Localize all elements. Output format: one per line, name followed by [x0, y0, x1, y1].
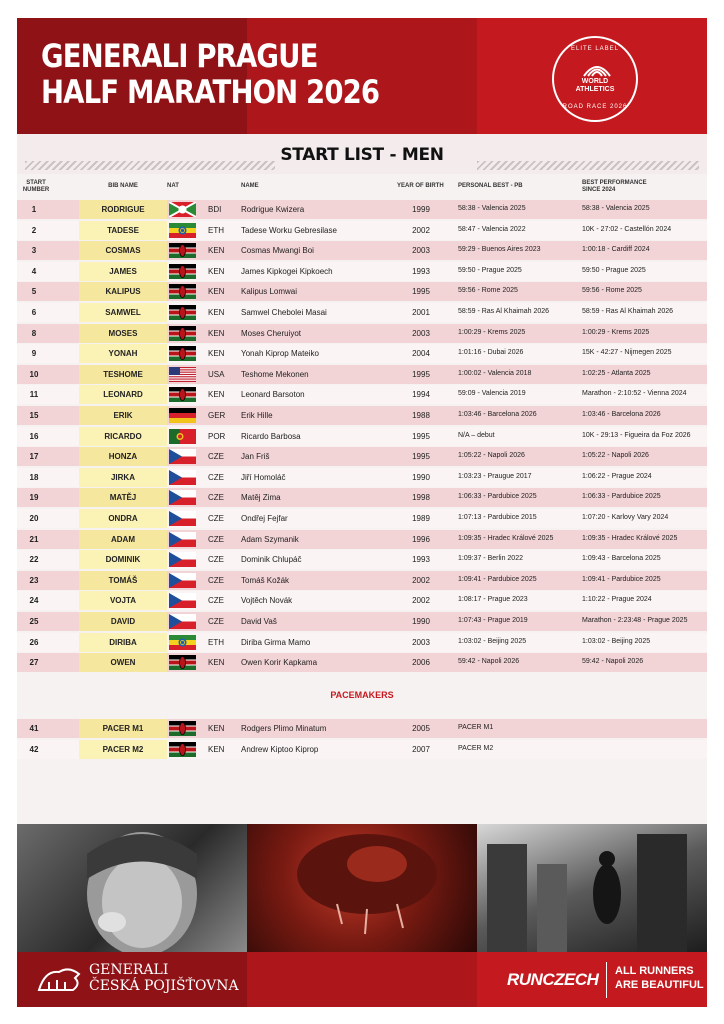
start-number: 41	[29, 724, 39, 733]
bib-name: YONAH	[108, 349, 138, 359]
year-of-birth: 1995	[412, 369, 430, 379]
photo-city-runners	[477, 824, 707, 952]
badge-main-text: WORLD ATHLETICS	[575, 78, 615, 93]
table-row	[17, 468, 707, 487]
best-performance: 1:02:25 - Atlanta 2025	[582, 369, 651, 377]
bib-name: ERIK	[113, 411, 133, 420]
best-performance: 59:42 - Napoli 2026	[582, 658, 644, 666]
personal-best: 1:09:35 - Hradec Králové 2025	[458, 534, 554, 542]
bib-name: OWEN	[110, 658, 136, 668]
start-number: 23	[29, 575, 39, 585]
year-of-birth: 1989	[412, 514, 430, 523]
year-of-birth: 2007	[412, 744, 430, 754]
world-athletics-badge	[552, 36, 638, 122]
flag-icon-bdi	[169, 202, 196, 217]
flag-icon-por	[169, 429, 196, 444]
nationality: CZE	[208, 514, 224, 523]
start-number: 17	[29, 452, 39, 462]
table-row	[17, 612, 707, 631]
nationality: CZE	[208, 493, 224, 503]
table-row	[17, 550, 707, 569]
photo-runner-medal	[17, 824, 247, 952]
table-row	[17, 406, 707, 425]
flag-icon-ken	[169, 243, 196, 258]
personal-best: 1:07:43 - Prague 2019	[458, 617, 528, 624]
bib-name: LEONARD	[103, 390, 143, 400]
bib-name: MOSES	[108, 328, 138, 338]
start-number: 6	[31, 308, 37, 317]
best-performance: 1:03:02 - Beijing 2025	[582, 637, 651, 645]
flag-icon-ken	[169, 742, 196, 757]
world-athletics-icon	[582, 58, 612, 78]
best-performance: Marathon - 2:23:48 - Prague 2025	[582, 617, 688, 624]
bib-name: PACER M2	[102, 744, 144, 754]
start-number: 5	[31, 287, 37, 297]
personal-best: 1:05:22 - Napoli 2026	[458, 452, 525, 460]
table-row	[17, 427, 707, 446]
personal-best: 1:00:29 - Krems 2025	[458, 328, 526, 336]
flag-icon-cze	[169, 490, 196, 505]
nationality: KEN	[208, 724, 225, 733]
personal-best: 1:08:17 - Prague 2023	[458, 596, 528, 604]
bib-name: ADAM	[111, 534, 135, 544]
bib-name: DIRIBA	[109, 637, 137, 647]
best-performance: 1:10:22 - Prague 2024	[582, 596, 652, 604]
start-number: 18	[29, 472, 39, 482]
bib-name: JIRKA	[110, 472, 135, 482]
personal-best: 59:09 - Valencia 2019	[458, 390, 526, 398]
athlete-name: Adam Szymanik	[241, 534, 299, 544]
footer-banner	[17, 952, 707, 1007]
start-number: 26	[29, 637, 39, 647]
personal-best: 59:56 - Rome 2025	[458, 287, 518, 295]
year-of-birth: 2006	[412, 658, 430, 668]
table-row	[17, 719, 707, 738]
start-number: 2	[31, 225, 37, 235]
bib-name: ONDRA	[108, 514, 138, 523]
athlete-name: Dominik Chlupáč	[241, 555, 302, 565]
nationality: ETH	[208, 225, 224, 235]
start-number: 42	[29, 744, 39, 754]
personal-best: 1:09:41 - Pardubice 2025	[458, 575, 537, 583]
table-row	[17, 344, 707, 363]
table-row	[17, 365, 707, 384]
personal-best: 59:42 - Napoli 2026	[458, 658, 520, 666]
table-row	[17, 385, 707, 404]
header-banner	[17, 18, 707, 134]
nationality: CZE	[208, 617, 224, 626]
athlete-name: Matěj Zima	[241, 493, 281, 503]
bib-name: KALIPUS	[105, 287, 141, 297]
nationality: ETH	[208, 637, 224, 647]
athlete-name: Teshome Mekonen	[241, 369, 309, 379]
best-performance: 10K - 27:02 - Castellón 2024	[582, 225, 672, 233]
nationality: KEN	[208, 287, 225, 297]
athlete-name: Yonah Kiprop Mateiko	[241, 349, 319, 359]
col-year-of-birth: YEAR OF BIRTH	[397, 183, 444, 189]
year-of-birth: 1990	[412, 617, 430, 626]
table-row	[17, 262, 707, 281]
nationality: KEN	[208, 246, 225, 256]
best-performance: 1:07:20 - Karlovy Vary 2024	[582, 514, 669, 521]
athlete-name: Andrew Kiptoo Kiprop	[241, 744, 319, 754]
nationality: KEN	[208, 658, 225, 668]
table-row	[17, 447, 707, 466]
flag-icon-cze	[169, 470, 196, 485]
bib-name: JAMES	[109, 266, 137, 276]
nationality: KEN	[208, 308, 225, 317]
flag-icon-ken	[169, 387, 196, 402]
title-line-2: HALF MARATHON 2026	[41, 73, 380, 111]
athlete-name: Ricardo Barbosa	[241, 431, 301, 441]
nationality: KEN	[208, 744, 225, 754]
bib-name: DOMINIK	[105, 555, 141, 565]
year-of-birth: 1999	[412, 205, 430, 214]
col-personal-best: PERSONAL BEST - PB	[458, 183, 523, 189]
bib-name: RICARDO	[104, 431, 142, 441]
table-row	[17, 740, 707, 759]
best-performance: 59:50 - Prague 2025	[582, 266, 646, 274]
table-row	[17, 488, 707, 507]
start-number: 9	[31, 349, 37, 359]
slogan: ALL RUNNERS ARE BEAUTIFUL	[615, 965, 704, 991]
personal-best: 58:59 - Ras Al Khaimah 2026	[458, 308, 550, 315]
nationality: POR	[208, 431, 226, 441]
table-row	[17, 221, 707, 240]
start-number: 24	[29, 596, 39, 606]
start-number: 8	[31, 328, 37, 338]
personal-best: 1:09:37 - Berlin 2022	[458, 555, 523, 563]
bib-name: TESHOME	[103, 369, 143, 379]
year-of-birth: 2003	[412, 328, 430, 338]
personal-best: 1:01:16 - Dubai 2026	[458, 349, 524, 357]
nationality: KEN	[208, 328, 225, 338]
flag-icon-eth	[169, 223, 196, 238]
start-number: 11	[29, 390, 39, 400]
best-performance: 1:06:22 - Prague 2024	[582, 472, 652, 480]
nationality: CZE	[208, 472, 224, 482]
personal-best: PACER M2	[458, 744, 494, 752]
personal-best: 1:06:33 - Pardubice 2025	[458, 493, 537, 501]
personal-best: 58:38 - Valencia 2025	[458, 205, 526, 212]
start-number: 4	[31, 266, 37, 276]
best-performance: 1:00:29 - Krems 2025	[582, 328, 650, 336]
year-of-birth: 1995	[412, 452, 430, 462]
flag-icon-cze	[169, 532, 196, 547]
year-of-birth: 1994	[412, 390, 430, 400]
best-performance: 15K - 42:27 - Nijmegen 2025	[582, 349, 672, 357]
start-list-page	[17, 18, 707, 1007]
bib-name: MATĚJ	[109, 493, 137, 503]
flag-icon-cze	[169, 552, 196, 567]
year-of-birth: 1993	[412, 266, 430, 276]
nationality: CZE	[208, 596, 224, 606]
col-name: NAME	[241, 183, 259, 189]
year-of-birth: 1993	[412, 555, 430, 565]
year-of-birth: 2004	[412, 349, 430, 359]
flag-icon-usa	[169, 367, 196, 382]
start-number: 27	[29, 658, 39, 668]
athlete-name: Owen Korir Kapkama	[241, 658, 318, 668]
nationality: KEN	[208, 349, 225, 359]
pacemakers-title: PACEMAKERS	[330, 690, 394, 700]
athlete-name: Tadese Worku Gebresilase	[241, 225, 337, 235]
athlete-name: Kalipus Lomwai	[241, 287, 298, 297]
nationality: CZE	[208, 555, 224, 565]
photo-strip	[17, 824, 707, 952]
athlete-name: Tomáš Kožák	[241, 575, 290, 585]
table-row	[17, 282, 707, 301]
start-number: 20	[29, 514, 39, 523]
start-number: 21	[29, 534, 39, 544]
year-of-birth: 2002	[412, 225, 430, 235]
flag-icon-cze	[169, 449, 196, 464]
flag-icon-eth	[169, 635, 196, 650]
athlete-name: Vojtěch Novák	[241, 596, 293, 606]
start-number: 22	[29, 555, 39, 565]
best-performance: 10K - 29:13 - Figueira da Foz 2026	[582, 431, 691, 439]
badge-top-text: ELITE LABEL	[570, 46, 620, 52]
athlete-name: Rodgers Plimo Minatum	[241, 724, 327, 733]
athlete-name: Cosmas Mwangi Boi	[241, 246, 314, 256]
personal-best: 1:03:23 - Praugue 2017	[458, 472, 532, 480]
table-row	[17, 633, 707, 652]
nationality: CZE	[208, 452, 224, 462]
flag-icon-ken	[169, 305, 196, 320]
flag-icon-ken	[169, 655, 196, 670]
badge-bottom-text: ROAD RACE 2026	[562, 104, 628, 110]
bib-name: PACER M1	[102, 724, 144, 733]
col-best-performance: BEST PERFORMANCE SINCE 2024	[582, 180, 647, 193]
generali-lion-icon	[35, 964, 85, 996]
best-performance: 1:09:43 - Barcelona 2025	[582, 555, 661, 563]
personal-best: 1:03:46 - Barcelona 2026	[458, 411, 537, 418]
personal-best: 58:47 - Valencia 2022	[458, 225, 526, 233]
photo-runner-water	[247, 824, 477, 952]
athlete-name: Jan Friš	[241, 452, 270, 462]
table-row	[17, 571, 707, 590]
personal-best: PACER M1	[458, 724, 494, 731]
start-number: 15	[29, 411, 39, 420]
start-number: 25	[29, 617, 39, 626]
athlete-name: David Vaš	[241, 617, 277, 626]
table-row	[17, 241, 707, 260]
table-row	[17, 653, 707, 672]
flag-icon-cze	[169, 511, 196, 526]
year-of-birth: 2001	[412, 308, 430, 317]
generali-logo-text: GENERALI ČESKÁ POJIŠŤOVNA	[89, 962, 239, 994]
athlete-name: Leonard Barsoton	[241, 390, 305, 400]
flag-icon-ger	[169, 408, 196, 423]
best-performance: 1:09:41 - Pardubice 2025	[582, 575, 661, 583]
athlete-name: James Kipkogei Kipkoech	[241, 266, 333, 276]
footer-divider	[606, 962, 607, 998]
nationality: GER	[208, 411, 226, 420]
athlete-name: Moses Cheruiyot	[241, 328, 302, 338]
title-line-1: GENERALI PRAGUE	[41, 37, 318, 75]
athlete-name: Jiří Homoláč	[241, 472, 286, 482]
best-performance: Marathon - 2:10:52 - Vienna 2024	[582, 390, 687, 398]
personal-best: 59:29 - Buenos Aires 2023	[458, 246, 541, 254]
table-row	[17, 303, 707, 322]
bib-name: HONZA	[108, 452, 138, 462]
year-of-birth: 2002	[412, 596, 430, 606]
start-number: 19	[29, 493, 39, 503]
year-of-birth: 2002	[412, 575, 430, 585]
start-number: 3	[31, 246, 37, 256]
flag-icon-cze	[169, 593, 196, 608]
athlete-name: Ondřej Fejfar	[241, 514, 288, 523]
year-of-birth: 1996	[412, 534, 430, 544]
best-performance: 1:06:33 - Pardubice 2025	[582, 493, 661, 501]
bib-name: DAVID	[110, 617, 136, 626]
section-title: START LIST - MEN	[280, 145, 444, 165]
nationality: USA	[208, 369, 225, 379]
flag-icon-ken	[169, 346, 196, 361]
year-of-birth: 1995	[412, 431, 430, 441]
year-of-birth: 1998	[412, 493, 430, 503]
bib-name: RODRIGUE	[101, 205, 145, 214]
bib-name: COSMAS	[105, 246, 141, 256]
athlete-name: Rodrigue Kwizera	[241, 205, 305, 214]
flag-icon-cze	[169, 614, 196, 629]
flag-icon-ken	[169, 721, 196, 736]
best-performance: 1:05:22 - Napoli 2026	[582, 452, 649, 460]
best-performance: 59:56 - Rome 2025	[582, 287, 642, 295]
nationality: CZE	[208, 534, 224, 544]
table-row	[17, 509, 707, 528]
col-nat: NAT	[167, 183, 179, 189]
flag-icon-ken	[169, 284, 196, 299]
nationality: CZE	[208, 575, 224, 585]
hatch-decoration-right	[477, 161, 699, 170]
table-row	[17, 200, 707, 219]
flag-icon-ken	[169, 264, 196, 279]
runczech-logo: RUNCZECH	[507, 970, 599, 989]
nationality: BDI	[208, 205, 222, 214]
personal-best: N/A – debut	[458, 431, 495, 439]
personal-best: 1:07:13 - Pardubice 2015	[458, 514, 537, 521]
bib-name: SAMWEL	[105, 308, 141, 317]
bib-name: VOJTA	[109, 596, 137, 606]
table-row	[17, 530, 707, 549]
bib-name: TOMÁŠ	[108, 575, 138, 585]
best-performance: 1:09:35 - Hradec Králové 2025	[582, 534, 678, 542]
start-number: 1	[31, 205, 37, 214]
col-bib-name: BIB NAME	[108, 183, 138, 189]
best-performance: 58:38 - Valencia 2025	[582, 205, 650, 212]
flag-icon-cze	[169, 573, 196, 588]
year-of-birth: 1988	[412, 411, 430, 420]
athlete-name: Samwel Chebolei Masai	[241, 308, 327, 317]
col-start-number: START NUMBER	[22, 180, 50, 193]
start-number: 10	[29, 369, 39, 379]
event-title	[41, 38, 379, 110]
personal-best: 59:50 - Prague 2025	[458, 266, 522, 274]
year-of-birth: 1995	[412, 287, 430, 297]
flag-icon-ken	[169, 326, 196, 341]
start-number: 16	[29, 431, 39, 441]
best-performance: 58:59 - Ras Al Khaimah 2026	[582, 308, 674, 315]
personal-best: 1:03:02 - Beijing 2025	[458, 637, 527, 645]
athlete-name: Erik Hille	[241, 411, 273, 420]
table-row	[17, 324, 707, 343]
year-of-birth: 2003	[412, 246, 430, 256]
best-performance: 1:03:46 - Barcelona 2026	[582, 411, 661, 418]
section-title-bar	[17, 134, 707, 174]
best-performance: 1:00:18 - Cardiff 2024	[582, 246, 650, 254]
nationality: KEN	[208, 266, 225, 276]
personal-best: 1:00:02 - Valencia 2018	[458, 369, 532, 377]
year-of-birth: 2003	[412, 637, 430, 647]
athlete-name: Diriba Girma Mamo	[241, 637, 311, 647]
year-of-birth: 2005	[412, 724, 430, 733]
bib-name: TADESE	[107, 225, 139, 235]
nationality: KEN	[208, 390, 225, 400]
year-of-birth: 1990	[412, 472, 430, 482]
table-row	[17, 591, 707, 610]
